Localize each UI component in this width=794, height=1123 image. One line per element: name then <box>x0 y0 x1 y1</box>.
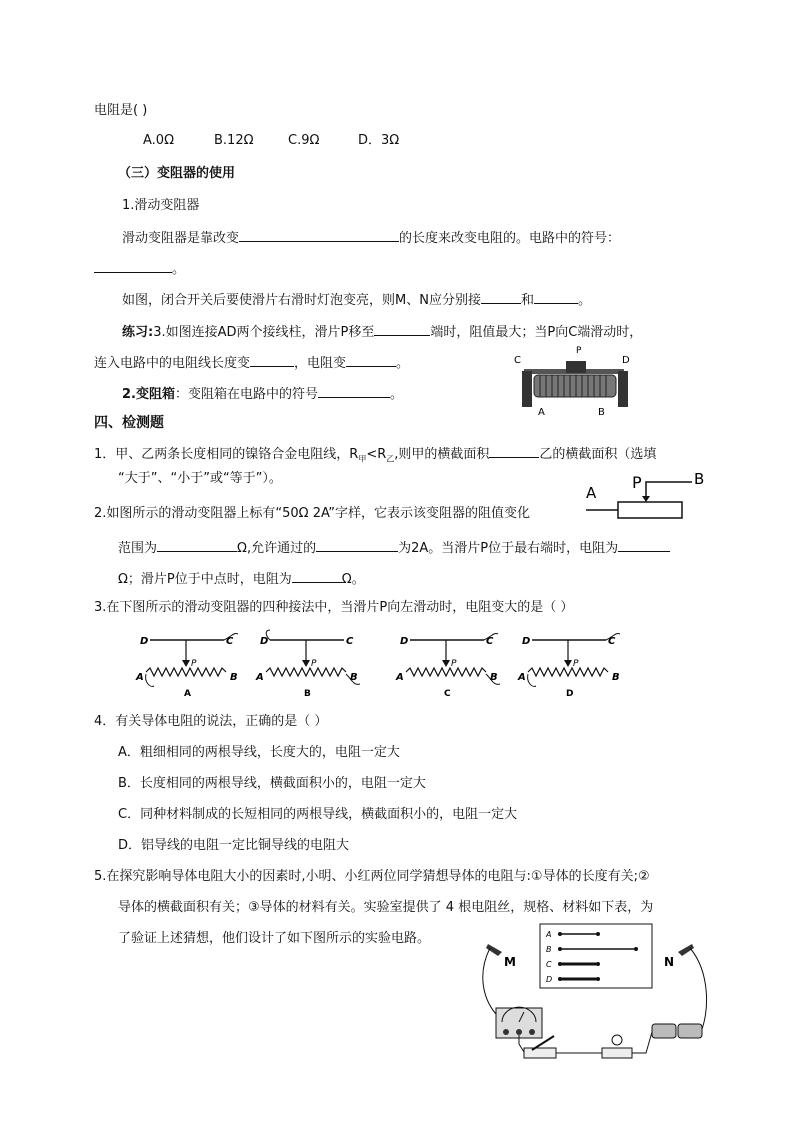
text: 。 <box>172 262 186 277</box>
text: 为2A。当滑片P位于最右端时，电阻为 <box>398 541 619 556</box>
answer-blank[interactable] <box>292 569 342 583</box>
slider-arrow <box>302 660 310 667</box>
subsection-title: 2.变阻箱 <box>122 387 175 402</box>
subsection-title: 1.滑动变阻器 <box>122 198 200 213</box>
q4-option-d: D．铝导线的电阻一定比铜导线的电阻大 <box>118 838 350 853</box>
label-c: C <box>608 636 616 647</box>
subsection-line <box>122 384 403 404</box>
answer-blank[interactable] <box>618 538 670 552</box>
wire-label-d: D <box>546 975 553 984</box>
clip-label-n: N <box>664 955 675 969</box>
exercise-line <box>122 322 642 342</box>
label-c: C <box>346 636 354 647</box>
answer-blank[interactable] <box>374 322 430 336</box>
text: 3.如图连接AD两个接线柱，滑片P移至 <box>153 325 375 340</box>
label-a: A <box>136 672 144 683</box>
slider-arrow <box>442 660 450 667</box>
section-title: 四、检测题 <box>94 415 164 431</box>
label-c: C <box>226 636 234 647</box>
battery <box>678 1024 702 1038</box>
answer-blank[interactable] <box>534 290 578 304</box>
text: 的长度来改变电阻的。电路中的符号： <box>399 231 621 246</box>
answer-blank[interactable] <box>94 259 172 273</box>
question-4: 4．有关导体电阻的说法，正确的是（ ） <box>94 714 328 729</box>
terminal-label-b: B <box>598 407 605 418</box>
question-3: 3.在下图所示的滑动变阻器的四种接法中，当滑片P向左滑动时，电阻变大的是（ ） <box>94 600 574 615</box>
label-b: B <box>350 672 358 683</box>
exercise-line <box>94 353 409 373</box>
resistance-wire <box>528 668 608 676</box>
label-p: P <box>573 659 579 669</box>
question-2: 2.如图所示的滑动变阻器上标有“50Ω 2A”字样，它表示该变阻器的阻值变化 <box>94 506 531 521</box>
slider-label-p: P <box>576 346 582 356</box>
text: ：变阻箱在电路中的符号 <box>174 387 318 402</box>
text: 和 <box>520 293 534 308</box>
answer-blank[interactable] <box>318 384 390 398</box>
question-tail: 电阻是( ) <box>94 103 148 118</box>
text: 连入电路中的电阻线长度变 <box>94 356 251 371</box>
rheostat-symbol <box>586 466 710 526</box>
text: Ω,允许通过的 <box>237 541 317 556</box>
symbol-label-b: B <box>694 470 705 488</box>
slider-arrow <box>182 660 190 667</box>
label-a: A <box>396 672 404 683</box>
answer-blank[interactable] <box>481 290 521 304</box>
section-title: （三）变阻器的使用 <box>118 166 236 181</box>
slider <box>566 361 586 373</box>
option-a: A.0Ω <box>143 133 175 148</box>
right-stand <box>618 371 628 407</box>
text: 乙的横截面积（选填 <box>539 447 657 462</box>
lead-wire <box>528 674 536 686</box>
label-p: P <box>191 659 197 669</box>
text: ,则甲的横截面积 <box>394 447 490 462</box>
q3-figure-d <box>518 630 628 700</box>
caption: D <box>566 689 574 699</box>
wire-label-a: A <box>546 930 552 939</box>
symbol-label-a: A <box>586 484 597 502</box>
label-d: D <box>260 636 269 647</box>
q4-option-a: A．粗细相同的两根导线，长度大的，电阻一定大 <box>118 745 400 760</box>
subscript: 甲 <box>358 454 367 464</box>
question-5: 5.在探究影响导体电阻大小的因素时,小明、小红两位同学猜想导体的电阻与:①导体的长度有关;② <box>94 869 650 884</box>
text: Ω；滑片P位于中点时，电阻为 <box>118 572 292 587</box>
answer-blank[interactable] <box>250 353 294 367</box>
lead-wire <box>690 948 707 1034</box>
terminal-label-a: A <box>538 407 545 418</box>
text: 1．甲、乙两条长度相同的镍铬合金电阻线，R <box>94 447 359 462</box>
q5-circuit-figure <box>474 922 724 1082</box>
text: 滑动变阻器是靠改变 <box>122 231 240 246</box>
slider-arrow <box>642 496 650 502</box>
question-1-cont: “大于”、“小于”或“等于”）。 <box>118 471 282 486</box>
question-2-cont <box>118 569 365 589</box>
label-a: A <box>518 672 526 683</box>
label-c: C <box>486 636 494 647</box>
left-stand <box>522 371 532 407</box>
clip-label-m: M <box>504 955 516 969</box>
label-d: D <box>140 636 149 647</box>
caption: A <box>184 689 191 699</box>
question-5-cont: 了验证上述猜想，他们设计了如下图所示的实验电路。 <box>118 931 431 946</box>
slider-arrow <box>564 660 572 667</box>
question-5-cont: 导体的横截面积有关；③导体的材料有关。实验室提供了 4 根电阻丝，规格、材料如下表，为 <box>118 900 654 915</box>
symbol-label-p: P <box>632 473 642 492</box>
text: 端时，阻值最大；当P向C端滑动时， <box>430 325 643 340</box>
text: 。 <box>577 293 591 308</box>
option-b: B.12Ω <box>214 133 254 148</box>
text: ，电阻变 <box>294 356 347 371</box>
paragraph-line <box>122 290 591 310</box>
text: 范围为 <box>118 541 158 556</box>
answer-blank[interactable] <box>157 538 237 552</box>
paragraph-line <box>94 259 185 279</box>
q4-option-c: C．同种材料制成的长短相同的两根导线，横截面积小的，电阻一定大 <box>118 807 518 822</box>
answer-blank[interactable] <box>346 353 396 367</box>
rheostat-illustration <box>508 345 638 425</box>
lead-wire <box>146 674 154 686</box>
text: 。 <box>396 356 410 371</box>
option-d: D．3Ω <box>358 133 400 148</box>
q3-figure-b <box>256 630 366 700</box>
caption: C <box>444 689 451 699</box>
wire-label-b: B <box>546 945 552 954</box>
label-p: P <box>451 659 457 669</box>
battery <box>652 1024 676 1038</box>
label-b: B <box>490 672 498 683</box>
q3-figure-c <box>396 630 506 700</box>
paragraph-line <box>122 228 620 248</box>
lamp <box>612 1035 622 1045</box>
q3-figure-a <box>136 630 246 700</box>
slider-wire <box>646 482 692 500</box>
label-d: D <box>400 636 409 647</box>
q4-option-b: B．长度相同的两根导线，横截面积小的，电阻一定大 <box>118 776 426 791</box>
terminal-label-c: C <box>514 355 521 366</box>
text: 。 <box>390 387 404 402</box>
label-p: P <box>311 659 317 669</box>
question-2-cont <box>118 538 670 558</box>
resistance-wire <box>266 668 346 676</box>
question-1 <box>94 444 656 469</box>
resistor-body <box>618 502 682 518</box>
caption: B <box>304 689 311 699</box>
label-a: A <box>256 672 264 683</box>
text: 如图，闭合开关后要使滑片右滑时灯泡变亮，则M、N应分别接 <box>122 293 481 308</box>
exercise-label: 练习: <box>122 325 154 340</box>
label-b: B <box>230 672 238 683</box>
terminal-label-d: D <box>622 355 630 366</box>
resistance-wire <box>146 668 226 676</box>
clip-m <box>486 944 502 956</box>
answer-blank[interactable] <box>316 538 398 552</box>
resistance-wire <box>406 668 486 676</box>
text: <R <box>366 447 387 462</box>
label-d: D <box>522 636 531 647</box>
text: Ω。 <box>341 572 365 587</box>
option-c: C.9Ω <box>288 133 320 148</box>
wire-label-c: C <box>546 960 552 969</box>
subscript: 乙 <box>386 454 395 464</box>
switch <box>524 1048 556 1058</box>
label-b: B <box>612 672 620 683</box>
answer-blank[interactable] <box>489 444 539 458</box>
answer-blank[interactable] <box>239 228 399 242</box>
lamp-base <box>602 1048 632 1058</box>
